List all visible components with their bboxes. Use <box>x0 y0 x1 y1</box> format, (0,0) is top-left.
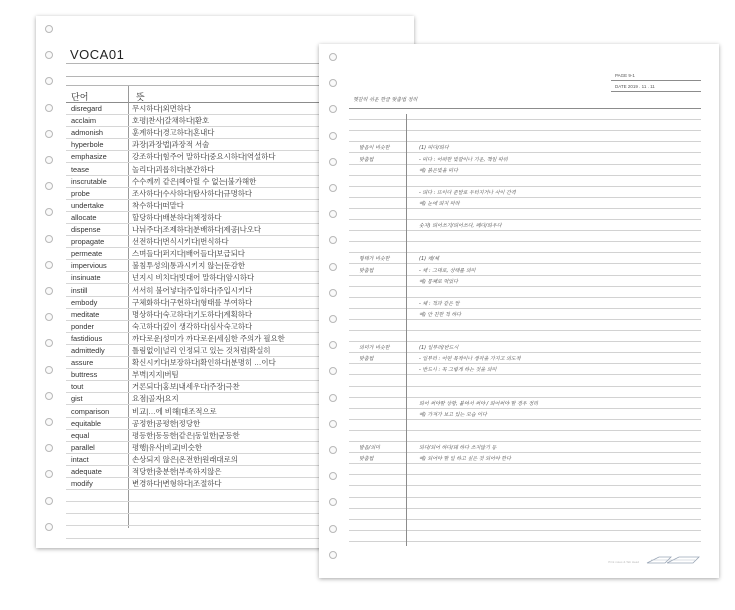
binder-hole <box>329 315 337 323</box>
ruled-line <box>349 441 701 442</box>
ruled-line <box>349 452 701 453</box>
binder-hole <box>45 51 53 59</box>
binder-hole <box>45 156 53 164</box>
vocab-word: permeate <box>71 249 103 259</box>
ruled-line <box>349 430 701 431</box>
notes-sheet <box>319 44 719 578</box>
margin-divider <box>406 114 407 546</box>
ruled-line <box>349 308 701 309</box>
vocab-meaning: 틀림없이|널리 인정되고 있는 것처럼|확실히 <box>132 346 271 355</box>
ruled-line <box>349 141 701 142</box>
note-line: 예) 통째로 먹었다 <box>419 278 458 285</box>
note-category: 맞춤법 <box>359 267 374 274</box>
vocab-word: embody <box>71 297 98 307</box>
ruled-line <box>349 219 701 220</box>
page-label: PAGE 9-1 <box>615 73 635 78</box>
ruled-line <box>349 208 701 209</box>
vocab-word: equal <box>71 430 90 440</box>
ruled-line <box>349 319 701 320</box>
binder-hole <box>45 261 53 269</box>
binder-hole <box>45 25 53 33</box>
note-line: 되다/되어 하다/돼 하다 쓰지않기 등 <box>419 445 497 452</box>
ruled-line <box>349 197 701 198</box>
date-rule <box>611 91 701 92</box>
vocab-word: admonish <box>71 128 104 138</box>
vocab-meaning: 평행|유사|비교|비슷한 <box>132 442 203 452</box>
ruled-line <box>349 330 701 331</box>
note-line: - 채 : 그대로, 상태를 의미 <box>419 267 476 274</box>
ruled-line <box>349 119 701 120</box>
binder-hole <box>329 472 337 480</box>
ruled-line <box>349 164 701 165</box>
binder-hole <box>45 444 53 452</box>
vocab-meaning: 비교|…에 비해|대조적으로 <box>132 406 217 416</box>
ruled-line <box>349 386 701 387</box>
vocab-word: assure <box>71 358 94 368</box>
vocab-word: propagate <box>71 237 105 247</box>
ruled-line <box>349 252 701 253</box>
binder-hole <box>45 313 53 321</box>
vocab-word: impervious <box>71 261 107 271</box>
binder-hole <box>329 158 337 166</box>
ruled-line <box>349 352 701 353</box>
note-heading: 헷갈리 쉬운 한글 맞춤법 정리 <box>353 97 418 103</box>
vocab-meaning: 숙고하다|깊이 생각하다|심사숙고하다 <box>132 321 253 331</box>
binder-hole <box>45 366 53 374</box>
binder-hole <box>329 289 337 297</box>
vocab-meaning: 넌지시 비치다|빗대어 말하다|암시하다 <box>132 273 255 283</box>
sheet-title: VOCA01 <box>70 47 125 62</box>
note-category: 발음이 비슷한 <box>359 145 390 152</box>
binder-hole <box>329 132 337 140</box>
binder-hole <box>45 104 53 112</box>
ruled-line <box>349 541 701 542</box>
note-line: - 띄다 : 뜨이다 준말로 두터지거나 사이 간격 <box>419 189 516 196</box>
ruled-line <box>349 275 701 276</box>
ruled-line <box>349 230 701 231</box>
binder-hole <box>329 394 337 402</box>
binder-hole <box>45 208 53 216</box>
vocab-word: instill <box>71 285 88 295</box>
vocab-word: fastidious <box>71 333 103 343</box>
binder-hole <box>45 130 53 138</box>
note-line: 띄어 써야할 상황, 붙여서 써야 / 띄어써야 할 경우 정리 <box>419 400 539 407</box>
note-line: (1) 일부러/반드시 <box>419 345 459 352</box>
vocab-word: buttress <box>71 370 98 380</box>
vocab-word: equitable <box>71 418 101 428</box>
vocab-meaning: 손상되지 않은|온전한|원래대로의 <box>132 454 238 464</box>
brand-small-text: Print notes & Tab Head <box>608 560 639 564</box>
binder-hole <box>45 235 53 243</box>
ruled-line <box>349 297 701 298</box>
binder-hole <box>329 446 337 454</box>
vocab-meaning: 확신시키다|보장하다|확인하다|분명히 …이다 <box>132 358 276 368</box>
note-line: - 체 : 척과 같은 말 <box>419 300 460 307</box>
column-header-word: 단어 <box>71 92 89 102</box>
vocab-word: probe <box>71 188 90 198</box>
vocab-meaning: 평등한|동등한|같은|동일한|균등한 <box>132 430 240 440</box>
binder-hole <box>45 497 53 505</box>
vocab-word: comparison <box>71 406 110 416</box>
binder-hole <box>329 367 337 375</box>
vocab-meaning: 거론되다|홍보|내세우다|주장|극찬 <box>132 382 240 392</box>
vocab-meaning: 호평|찬사|갈채하다|환호 <box>132 116 210 126</box>
ruled-line <box>349 485 701 486</box>
note-category: 맞춤법 <box>359 356 374 363</box>
vocab-meaning: 할당하다|배분하다|책정하다 <box>132 212 222 222</box>
ruled-line <box>349 286 701 287</box>
ruled-line <box>349 130 701 131</box>
vocab-meaning: 서서히 불어넣다|주입하다|주입시키다 <box>132 285 253 295</box>
note-line: 예) 가져가 보고 있는 모습 이다 <box>419 411 487 418</box>
binder-hole <box>329 341 337 349</box>
vocab-meaning: 과장|과장법|과장적 서술 <box>132 140 210 150</box>
binder-hole <box>329 184 337 192</box>
binder-hole <box>329 210 337 218</box>
binder-hole <box>329 79 337 87</box>
vocab-meaning: 요점|골자|요지 <box>132 394 179 404</box>
ruled-line <box>349 497 701 498</box>
note-line: - 띠다 : 어떠한 빛깔이나 기운, 책임 따위 <box>419 156 508 163</box>
vocab-meaning: 구체화하다|구현하다|형태를 부여하다 <box>132 297 253 307</box>
ruled-line <box>349 108 701 109</box>
binder-hole <box>45 470 53 478</box>
ruled-line <box>349 241 701 242</box>
ruled-line <box>349 152 701 153</box>
ruled-line <box>349 263 701 264</box>
binder-hole <box>45 523 53 531</box>
date-label: DATE 2019 . 11 . 11 <box>615 84 655 89</box>
binder-hole <box>329 525 337 533</box>
ruled-line <box>349 397 701 398</box>
note-line: - 반드시 : 꼭 그렇게 하는 것을 의미 <box>419 367 497 374</box>
ruled-line <box>349 474 701 475</box>
note-line: 예) 눈에 띄지 마라 <box>419 200 460 207</box>
binder-hole <box>45 182 53 190</box>
ruled-line <box>349 341 701 342</box>
ruled-line <box>349 530 701 531</box>
vocab-word: inscrutable <box>71 176 107 186</box>
vocab-word: modify <box>71 479 93 489</box>
ruled-line <box>349 463 701 464</box>
column-header-meaning: 뜻 <box>136 92 145 102</box>
note-line: - 일부러 : 어떤 목적이나 생각을 가지고 의도적 <box>419 356 521 363</box>
binder-hole <box>45 339 53 347</box>
vocab-meaning: 나눠주다|조제하다|분배하다|제공|나오다 <box>132 225 262 234</box>
note-line: (1) 띠다/띄다 <box>419 145 449 152</box>
vocab-meaning: 선전하다|번식시키다|번식하다 <box>132 237 229 247</box>
note-category: 의미가 비슷한 <box>359 345 390 352</box>
vocab-meaning: 놀리다|괴롭히다|분간하다 <box>132 164 215 174</box>
vocab-word: dispense <box>71 225 101 234</box>
binder-hole <box>329 53 337 61</box>
vocab-word: undertake <box>71 200 104 210</box>
vocab-meaning: 강조하다|힘주어 말하다|중요시하다|역설하다 <box>132 152 276 162</box>
vocab-word: emphasize <box>71 152 107 162</box>
note-line: 예) 붉은빛을 띠다 <box>419 167 458 174</box>
vocab-meaning: 무시하다|외면하다 <box>132 104 192 113</box>
vocab-word: ponder <box>71 321 95 331</box>
vocab-meaning: 스며들다|퍼지다|배어들다|보급되다 <box>132 249 245 259</box>
binder-hole <box>329 236 337 244</box>
vocab-meaning: 명상하다|숙고하다|기도하다|계획하다 <box>132 309 252 319</box>
note-category: 발음/의미 <box>359 445 381 452</box>
ruled-line <box>349 175 701 176</box>
note-category: 형태가 비슷한 <box>359 256 390 263</box>
vocab-word: adequate <box>71 467 102 476</box>
vocab-meaning: 변경하다|변형하다|조절하다 <box>132 479 222 489</box>
binder-hole <box>329 498 337 506</box>
binder-hole <box>329 551 337 559</box>
binder-hole <box>329 263 337 271</box>
vocab-word: gist <box>71 394 83 404</box>
binder-hole <box>329 420 337 428</box>
ruled-line <box>349 374 701 375</box>
vocab-word: parallel <box>71 442 95 452</box>
note-line: 예) 되어야 할 일 하고 싶은 것 되어야 한다 <box>419 456 511 463</box>
note-category: 맞춤법 <box>359 156 374 163</box>
vocab-word: disregard <box>71 104 102 113</box>
vocab-word: tout <box>71 382 84 392</box>
note-category: 맞춤법 <box>359 456 374 463</box>
vocab-meaning: 수수께끼 같은|헤아릴 수 없는|불가해한 <box>132 176 257 186</box>
page-rule <box>611 80 701 81</box>
ruled-line <box>349 419 701 420</box>
vocab-meaning: 적당한|충분한|부족하지않은 <box>132 467 222 476</box>
note-line: 숫자) 띄어쓰기/띄어쓰다, 떼다/띄우다 <box>419 223 502 230</box>
brand-logo <box>645 554 701 566</box>
vocab-meaning: 조사하다|수사하다|탐사하다|규명하다 <box>132 188 252 198</box>
vocab-meaning: 까다로운|성미가 까다로운|세심한 주의가 필요한 <box>132 333 285 343</box>
ruled-line <box>349 508 701 509</box>
vocab-word: insinuate <box>71 273 101 283</box>
binder-hole <box>45 287 53 295</box>
binder-hole <box>45 392 53 400</box>
vocab-meaning: 불침투성의|통과시키지 않는|둔감한 <box>132 261 245 271</box>
vocab-word: admittedly <box>71 346 105 355</box>
ruled-line <box>349 519 701 520</box>
note-line: 예) 안 친한 척 하다 <box>419 311 462 318</box>
vocab-meaning: 훈계하다|경고하다|혼내다 <box>132 128 215 138</box>
vocab-meaning: 공정한|공평한|정당한 <box>132 418 201 428</box>
ruled-line <box>349 186 701 187</box>
vocab-meaning: 착수하다|떠맡다 <box>132 200 184 210</box>
vocab-word: meditate <box>71 309 100 319</box>
vocab-word: allocate <box>71 212 97 222</box>
vocab-meaning: 부벽|지지|버팀 <box>132 370 179 380</box>
binder-hole <box>45 418 53 426</box>
vocab-word: hyperbole <box>71 140 104 150</box>
note-line: (1) 채/체 <box>419 256 440 263</box>
ruled-line <box>349 363 701 364</box>
vocab-word: tease <box>71 164 90 174</box>
binder-hole <box>45 77 53 85</box>
vocab-word: intact <box>71 454 89 464</box>
vocab-word: acclaim <box>71 116 97 126</box>
binder-hole <box>329 105 337 113</box>
ruled-line <box>349 408 701 409</box>
